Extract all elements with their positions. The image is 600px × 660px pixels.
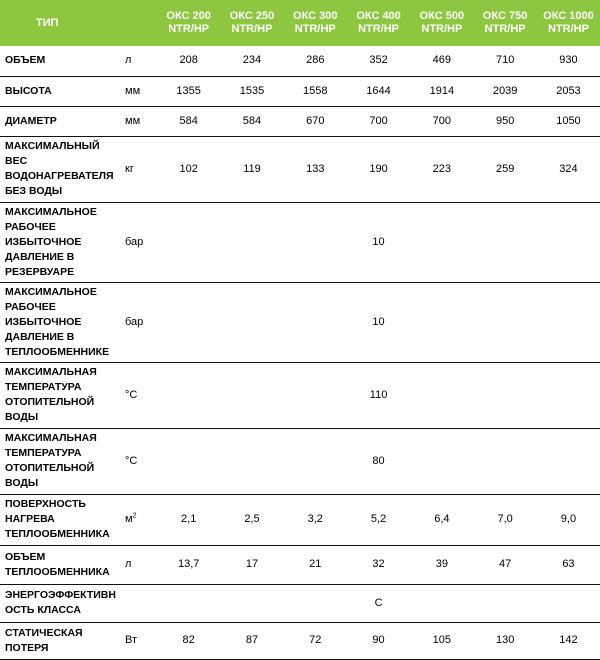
header-model: ОКС 500 NTR/HP: [410, 0, 473, 46]
cell-value: 1535: [220, 76, 283, 106]
cell-value: 105: [410, 622, 473, 659]
row-label: ОБЪЕМ: [0, 46, 119, 76]
cell-value: 72: [284, 622, 347, 659]
cell-value: 584: [220, 106, 283, 136]
cell-value: 286: [284, 46, 347, 76]
cell-value: 469: [410, 46, 473, 76]
cell-value: 710: [474, 46, 537, 76]
cell-value: 1355: [157, 76, 220, 106]
row-label: ДИАМЕТР: [0, 106, 119, 136]
row-max-weight: [0, 136, 600, 202]
cell-value: 2,5: [220, 494, 283, 545]
row-label: СТАТИЧЕСКАЯ ПОТЕРЯ: [0, 622, 119, 659]
row-unit: °C: [119, 428, 157, 494]
header-model: ОКС 750 NTR/HP: [474, 0, 537, 46]
row-max-temperature: [0, 362, 600, 428]
row-unit: л: [119, 46, 157, 76]
row-unit: кг: [119, 136, 157, 202]
cell-value: 700: [410, 106, 473, 136]
cell-value: 21: [284, 545, 347, 584]
cell-common-value: C: [157, 584, 600, 622]
row-energy-class: [0, 584, 600, 622]
cell-value: 82: [157, 622, 220, 659]
cell-value: 930: [537, 46, 600, 76]
row-static-loss: [0, 622, 600, 659]
cell-common-value: 10: [157, 202, 600, 282]
cell-value: 142: [537, 622, 600, 659]
cell-common-value: 80: [157, 428, 600, 494]
header-model: ОКС 400 NTR/HP: [347, 0, 410, 46]
row-unit: мм: [119, 76, 157, 106]
row-unit: бар: [119, 282, 157, 362]
cell-value: 3,2: [284, 494, 347, 545]
cell-value: 87: [220, 622, 283, 659]
header-model: ОКС 1000 NTR/HP: [537, 0, 600, 46]
cell-value: 208: [157, 46, 220, 76]
row-unit: бар: [119, 202, 157, 282]
cell-value: 2053: [537, 76, 600, 106]
row-unit: л: [119, 545, 157, 584]
cell-value: 324: [537, 136, 600, 202]
row-unit: [119, 494, 157, 545]
cell-value: 259: [474, 136, 537, 202]
cell-value: 5,2: [347, 494, 410, 545]
cell-common-value: 110: [157, 362, 600, 428]
row-label: ПОВЕРХНОСТЬ НАГРЕВА ТЕПЛООБМЕННИКА: [0, 494, 119, 545]
cell-common-value: 10: [157, 282, 600, 362]
cell-value: 63: [537, 545, 600, 584]
unit-superscript: 2: [132, 512, 137, 520]
cell-value: 130: [474, 622, 537, 659]
cell-value: 1914: [410, 76, 473, 106]
row-unit: мм: [119, 106, 157, 136]
unit-text: м: [125, 513, 133, 525]
header-model: ОКС 250 NTR/HP: [220, 0, 283, 46]
row-tank-pressure: [0, 202, 600, 282]
cell-value: 700: [347, 106, 410, 136]
cell-value: 32: [347, 545, 410, 584]
cell-value: 234: [220, 46, 283, 76]
table-body: [0, 46, 600, 659]
row-height: [0, 76, 600, 106]
row-max-temperature: [0, 428, 600, 494]
row-label: ОБЪЕМ ТЕПЛООБМЕННИКА: [0, 545, 119, 584]
header-model: ОКС 200 NTR/HP: [157, 0, 220, 46]
row-exchanger-volume: [0, 545, 600, 584]
cell-value: 223: [410, 136, 473, 202]
cell-value: 584: [157, 106, 220, 136]
row-label: ВЫСОТА: [0, 76, 119, 106]
cell-value: 190: [347, 136, 410, 202]
cell-value: 39: [410, 545, 473, 584]
table-header: [0, 0, 600, 46]
row-label: МАКСИМАЛЬНОЕ РАБОЧЕЕ ИЗБЫТОЧНОЕ ДАВЛЕНИЕ В РЕЗЕРВУАРЕ: [0, 202, 119, 282]
cell-value: 90: [347, 622, 410, 659]
cell-value: 352: [347, 46, 410, 76]
row-unit: °C: [119, 362, 157, 428]
cell-value: 133: [284, 136, 347, 202]
row-volume: [0, 46, 600, 76]
row-unit: [119, 584, 157, 622]
header-type: ТИП: [0, 0, 157, 46]
row-heating-surface: [0, 494, 600, 545]
cell-value: 119: [220, 136, 283, 202]
cell-value: 17: [220, 545, 283, 584]
cell-value: 670: [284, 106, 347, 136]
cell-value: 1644: [347, 76, 410, 106]
cell-value: 2039: [474, 76, 537, 106]
row-unit: Вт: [119, 622, 157, 659]
cell-value: 6,4: [410, 494, 473, 545]
header-model: ОКС 300 NTR/HP: [284, 0, 347, 46]
cell-value: 13,7: [157, 545, 220, 584]
cell-value: 7,0: [474, 494, 537, 545]
row-label: МАКСИМАЛЬНЫЙ ВЕС ВОДОНАГРЕВАТЕЛЯ БЕЗ ВОДЫ: [0, 136, 119, 202]
cell-value: 102: [157, 136, 220, 202]
cell-value: 1558: [284, 76, 347, 106]
cell-value: 1050: [537, 106, 600, 136]
cell-value: 9,0: [537, 494, 600, 545]
cell-value: 47: [474, 545, 537, 584]
row-label: МАКСИМАЛЬНОЕ РАБОЧЕЕ ИЗБЫТОЧНОЕ ДАВЛЕНИЕ В ТЕПЛООБМЕННИКЕ: [0, 282, 119, 362]
header-row: [0, 0, 600, 46]
row-exchanger-pressure: [0, 282, 600, 362]
cell-value: 950: [474, 106, 537, 136]
row-label: ЭНЕРГОЭФФЕКТИВН ОСТЬ КЛАССА: [0, 584, 119, 622]
row-diameter: [0, 106, 600, 136]
row-label: МАКСИМАЛЬНАЯ ТЕМПЕРАТУРА ОТОПИТЕЛЬНОЙ ВОДЫ: [0, 362, 119, 428]
row-label: МАКСИМАЛЬНАЯ ТЕМПЕРАТУРА ОТОПИТЕЛЬНОЙ ВОДЫ: [0, 428, 119, 494]
cell-value: 2,1: [157, 494, 220, 545]
